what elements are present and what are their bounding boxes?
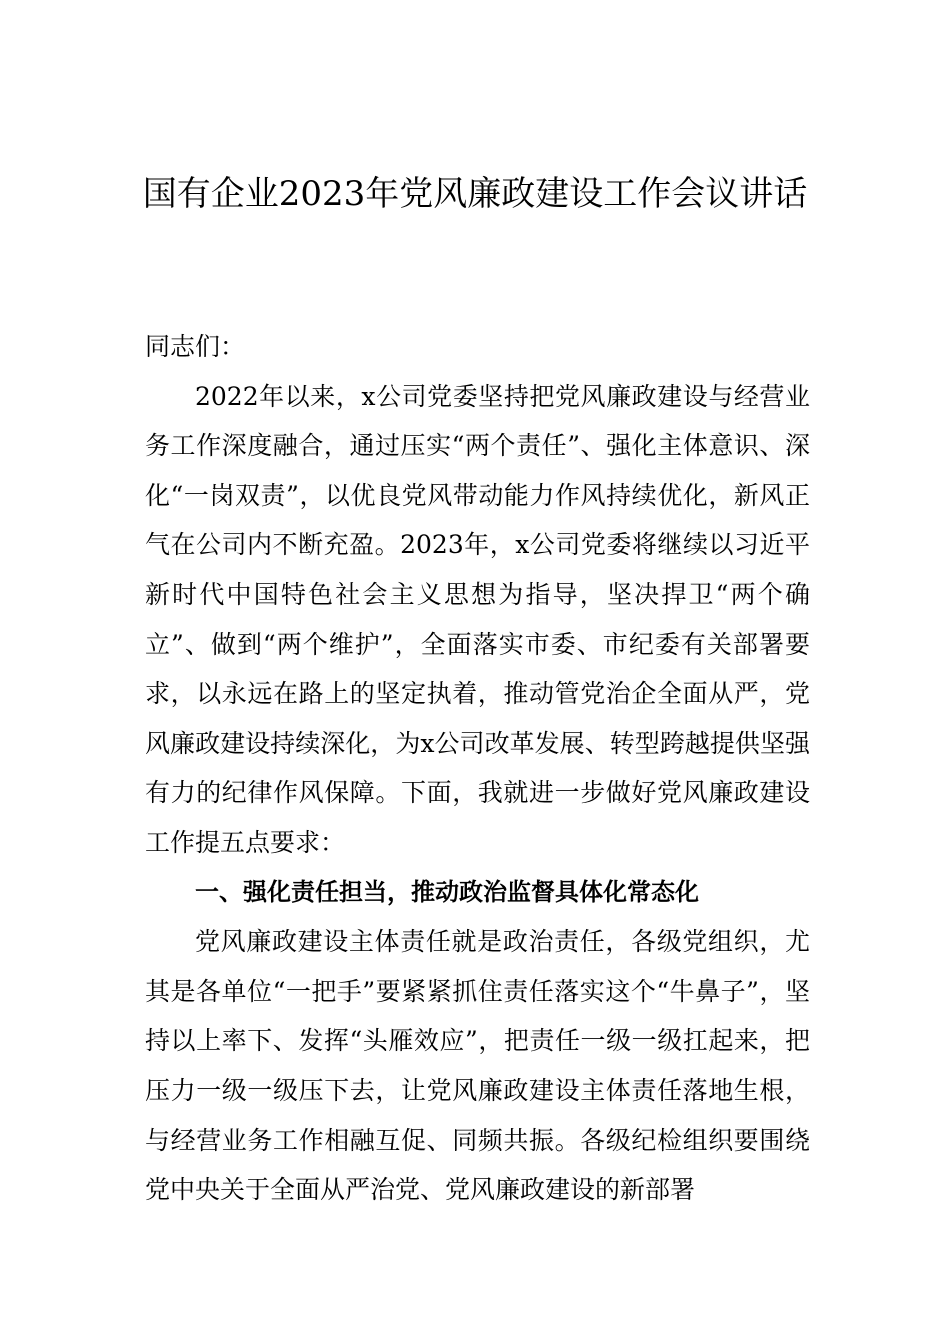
section-heading-1: 一、强化责任担当，推动政治监督具体化常态化 — [195, 877, 699, 906]
document-body — [145, 322, 810, 1215]
paragraph-section-1: 党风廉政建设主体责任就是政治责任，各级党组织，尤其是各单位“一把手”要紧紧抓住责任落实这个“牛鼻子”，坚持以上率下、发挥“头雁效应”，把责任一级一级扛起来，把压力一级一级压下去，让党风廉政建设主体责任落地生根，与经营业务工作相融互促、同频共振。各级纪检组织要围绕党中央关于全面从严治党、党风廉政建设的新部署 — [145, 927, 810, 1205]
salutation: 同志们： — [145, 332, 246, 361]
document-title: 国有企业2023年党风廉政建设工作会议讲话 — [142, 174, 808, 214]
paragraph-intro: 2022年以来，x公司党委坚持把党风廉政建设与经营业务工作深度融合，通过压实“两个责任”、强化主体意识、深化“一岗双责”，以优良党风带动能力作风持续优化，新风正气在公司内不断充盈。2023年，x公司党委将继续以习近平新时代中国特色社会主义思想为指导，坚决捍卫“两个确立”、做到“两个维护”，全面落实市委、市纪委有关部署要求，以永远在路上的坚定执着，推动管党治企全面从严，党风廉政建设持续深化，为x公司改革发展、转型跨越提供坚强有力的纪律作风保障。下面，我就进一步做好党风廉政建设工作提五点要求： — [145, 381, 810, 857]
